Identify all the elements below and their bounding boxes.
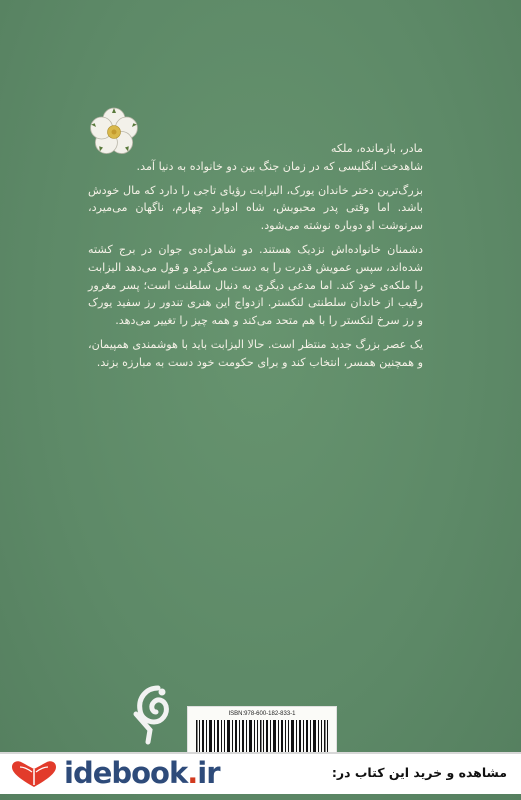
blurb-paragraph: بزرگ‌ترین دختر خاندان یورک، الیزابت رؤیای تاجی را دارد که مال خودش باشد. اما وقتی پدر محبوبش، شاه ادوارد چهارم، ناگهان می‌میرد، سرنوشت او دوباره نوشته می‌شود. — [88, 183, 423, 233]
publisher-logo-icon — [128, 684, 174, 746]
watermark-logo[interactable]: idebook.ir — [64, 756, 220, 790]
blurb-paragraph: یک عصر بزرگ جدید منتظر است. حالا الیزابت باید با هوشمندی همپیمان، و همچنین همسر، انتخاب کند و برای حکومت خود دست به مبارزه بزند. — [88, 337, 423, 369]
blurb-paragraph: دشمنان خانواده‌اش نزدیک هستند. دو شاهزاده‌ی جوان در برج کشته شده‌اند، سپس عمویش قدرت را به دست می‌گیرد و قول می‌دهد الیزابت را ملکه‌ی خود کند. اما مدعی دیگری به دنبال سلطنت است؛ پسر مغرور رقیب از خاندان سلطنتی لنکستر. ازدواج این هنری تندور رز سفید یورک و رز سرخ لنکستر را با هم متحد می‌کند و همه چیز را تغییر می‌دهد. — [88, 242, 423, 328]
blurb-tagline: مادر، بازمانده، ملکه — [330, 142, 423, 155]
watermark-caption: مشاهده و خرید این کتاب در: — [331, 765, 507, 780]
heart-book-icon — [6, 759, 62, 789]
isbn-label: ISBN:978-600-182-833-1 — [228, 711, 296, 717]
watermark-banner[interactable] — [0, 752, 521, 794]
blurb-paragraph: شاهدخت انگلیسی که در زمان جنگ بین دو خانواده به دنیا آمد. — [136, 159, 423, 173]
back-cover-blurb — [88, 140, 423, 372]
